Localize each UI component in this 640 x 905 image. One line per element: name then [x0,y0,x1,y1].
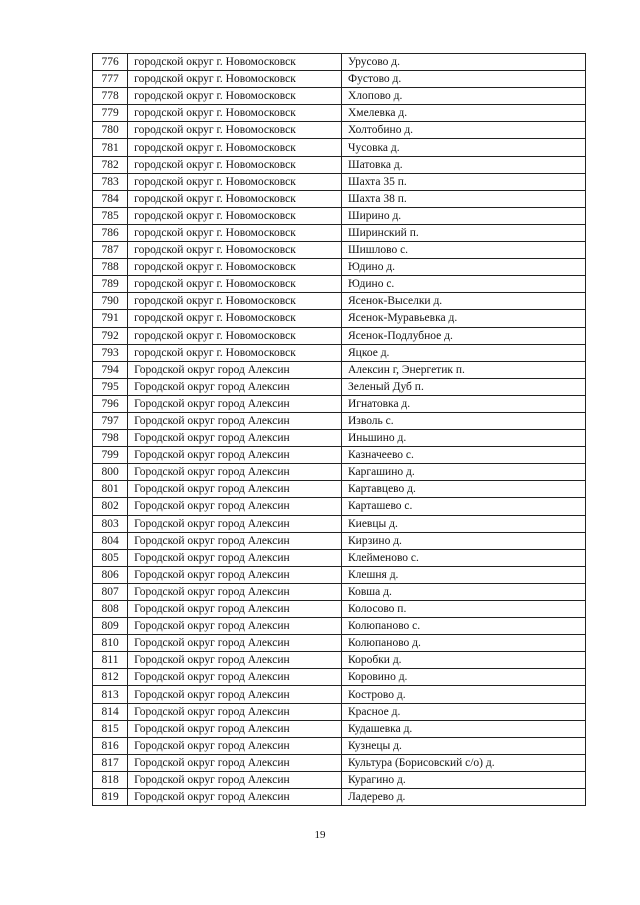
row-number: 792 [93,327,128,344]
place-cell: Юдино с. [342,276,586,293]
row-number: 789 [93,276,128,293]
district-cell: Городской округ город Алексин [128,669,342,686]
place-cell: Колюпаново д. [342,635,586,652]
table-row [93,412,586,429]
place-cell: Холтобино д. [342,122,586,139]
place-cell: Коровино д. [342,669,586,686]
table-row [93,395,586,412]
district-cell: городской округ г. Новомосковск [128,310,342,327]
row-number: 787 [93,242,128,259]
table-row [93,737,586,754]
place-cell: Шишлово с. [342,242,586,259]
table-row [93,173,586,190]
district-cell: городской округ г. Новомосковск [128,224,342,241]
row-number: 808 [93,601,128,618]
district-cell: Городской округ город Алексин [128,515,342,532]
district-cell: городской округ г. Новомосковск [128,207,342,224]
table-row [93,327,586,344]
row-number: 816 [93,737,128,754]
place-cell: Юдино д. [342,259,586,276]
place-cell: Коробки д. [342,652,586,669]
district-cell: городской округ г. Новомосковск [128,88,342,105]
table-row [93,276,586,293]
district-cell: городской округ г. Новомосковск [128,156,342,173]
row-number: 778 [93,88,128,105]
district-cell: Городской округ город Алексин [128,361,342,378]
district-cell: городской округ г. Новомосковск [128,327,342,344]
table-row [93,532,586,549]
place-cell: Алексин г, Энергетик п. [342,361,586,378]
row-number: 819 [93,789,128,806]
table-row [93,669,586,686]
place-cell: Кирзино д. [342,532,586,549]
table-row [93,430,586,447]
row-number: 817 [93,754,128,771]
district-cell: городской округ г. Новомосковск [128,276,342,293]
place-cell: Ясенок-Муравьевка д. [342,310,586,327]
row-number: 798 [93,430,128,447]
district-cell: Городской округ город Алексин [128,789,342,806]
district-cell: городской округ г. Новомосковск [128,105,342,122]
place-cell: Курагино д. [342,771,586,788]
table-row [93,88,586,105]
table-row [93,703,586,720]
district-cell: Городской округ город Алексин [128,430,342,447]
table-row [93,156,586,173]
place-cell: Шатовка д. [342,156,586,173]
district-cell: Городской округ город Алексин [128,378,342,395]
district-cell: Городской округ город Алексин [128,635,342,652]
row-number: 776 [93,54,128,71]
table-row [93,789,586,806]
row-number: 814 [93,703,128,720]
row-number: 784 [93,190,128,207]
table-row [93,515,586,532]
district-cell: Городской округ город Алексин [128,447,342,464]
district-cell: Городской округ город Алексин [128,618,342,635]
table-row [93,224,586,241]
district-cell: городской округ г. Новомосковск [128,242,342,259]
district-cell: Городской округ город Алексин [128,686,342,703]
district-cell: городской округ г. Новомосковск [128,190,342,207]
row-number: 807 [93,583,128,600]
row-number: 804 [93,532,128,549]
table-row [93,242,586,259]
row-number: 810 [93,635,128,652]
table-row [93,754,586,771]
district-cell: городской округ г. Новомосковск [128,122,342,139]
table-row [93,549,586,566]
row-number: 780 [93,122,128,139]
row-number: 806 [93,566,128,583]
table-row [93,139,586,156]
district-cell: Городской округ город Алексин [128,532,342,549]
place-cell: Яцкое д. [342,344,586,361]
place-cell: Клешня д. [342,566,586,583]
place-cell: Чусовка д. [342,139,586,156]
district-cell: Городской округ город Алексин [128,464,342,481]
table-row [93,259,586,276]
table-row [93,635,586,652]
row-number: 777 [93,71,128,88]
row-number: 785 [93,207,128,224]
place-cell: Зеленый Дуб п. [342,378,586,395]
district-cell: Городской округ город Алексин [128,566,342,583]
district-cell: Городской округ город Алексин [128,737,342,754]
table-row [93,686,586,703]
district-cell: Городской округ город Алексин [128,754,342,771]
table-row [93,583,586,600]
place-cell: Кузнецы д. [342,737,586,754]
place-cell: Ясенок-Подлубное д. [342,327,586,344]
district-cell: Городской округ город Алексин [128,601,342,618]
row-number: 796 [93,395,128,412]
district-cell: Городской округ город Алексин [128,481,342,498]
table-row [93,498,586,515]
place-cell: Игнатовка д. [342,395,586,412]
table-row [93,481,586,498]
table-row [93,566,586,583]
district-cell: Городской округ город Алексин [128,549,342,566]
place-cell: Красное д. [342,703,586,720]
place-cell: Хлопово д. [342,88,586,105]
place-cell: Хмелевка д. [342,105,586,122]
table-row [93,720,586,737]
district-cell: Городской округ город Алексин [128,720,342,737]
row-number: 790 [93,293,128,310]
table-row [93,618,586,635]
place-cell: Клейменово с. [342,549,586,566]
row-number: 788 [93,259,128,276]
table-row [93,652,586,669]
row-number: 811 [93,652,128,669]
row-number: 802 [93,498,128,515]
row-number: 779 [93,105,128,122]
place-cell: Фустово д. [342,71,586,88]
row-number: 783 [93,173,128,190]
place-cell: Ковша д. [342,583,586,600]
place-cell: Карташево с. [342,498,586,515]
table-row [93,378,586,395]
district-cell: Городской округ город Алексин [128,703,342,720]
place-cell: Шахта 38 п. [342,190,586,207]
row-number: 797 [93,412,128,429]
row-number: 805 [93,549,128,566]
row-number: 795 [93,378,128,395]
district-cell: городской округ г. Новомосковск [128,173,342,190]
row-number: 815 [93,720,128,737]
place-cell: Культура (Борисовский с/о) д. [342,754,586,771]
row-number: 799 [93,447,128,464]
row-number: 800 [93,464,128,481]
row-number: 809 [93,618,128,635]
place-cell: Ширино д. [342,207,586,224]
place-cell: Иньшино д. [342,430,586,447]
district-cell: городской округ г. Новомосковск [128,293,342,310]
table-row [93,464,586,481]
row-number: 813 [93,686,128,703]
page-number: 19 [314,829,326,841]
table-row [93,344,586,361]
table-row [93,190,586,207]
district-cell: городской округ г. Новомосковск [128,344,342,361]
district-cell: Городской округ город Алексин [128,412,342,429]
district-cell: Городской округ город Алексин [128,652,342,669]
row-number: 794 [93,361,128,378]
row-number: 786 [93,224,128,241]
row-number: 791 [93,310,128,327]
table-row [93,207,586,224]
district-cell: Городской округ город Алексин [128,583,342,600]
place-cell: Урусово д. [342,54,586,71]
table-row [93,105,586,122]
place-cell: Ясенок-Выселки д. [342,293,586,310]
place-cell: Колосово п. [342,601,586,618]
place-cell: Ширинский п. [342,224,586,241]
row-number: 801 [93,481,128,498]
place-cell: Колюпаново с. [342,618,586,635]
place-cell: Каргашино д. [342,464,586,481]
settlements-table-body [93,54,586,806]
row-number: 781 [93,139,128,156]
row-number: 782 [93,156,128,173]
table-row [93,447,586,464]
place-cell: Кудашевка д. [342,720,586,737]
table-row [93,122,586,139]
place-cell: Шахта 35 п. [342,173,586,190]
district-cell: городской округ г. Новомосковск [128,259,342,276]
place-cell: Киевцы д. [342,515,586,532]
table-row [93,293,586,310]
district-cell: городской округ г. Новомосковск [128,71,342,88]
row-number: 812 [93,669,128,686]
place-cell: Кострово д. [342,686,586,703]
district-cell: Городской округ город Алексин [128,498,342,515]
settlements-table [92,53,586,806]
row-number: 803 [93,515,128,532]
district-cell: городской округ г. Новомосковск [128,139,342,156]
table-row [93,361,586,378]
table-row [93,54,586,71]
place-cell: Изволь с. [342,412,586,429]
place-cell: Казначеево с. [342,447,586,464]
place-cell: Картавцево д. [342,481,586,498]
place-cell: Ладерево д. [342,789,586,806]
table-row [93,601,586,618]
district-cell: Городской округ город Алексин [128,771,342,788]
table-row [93,771,586,788]
row-number: 818 [93,771,128,788]
district-cell: Городской округ город Алексин [128,395,342,412]
table-row [93,310,586,327]
table-row [93,71,586,88]
district-cell: городской округ г. Новомосковск [128,54,342,71]
row-number: 793 [93,344,128,361]
